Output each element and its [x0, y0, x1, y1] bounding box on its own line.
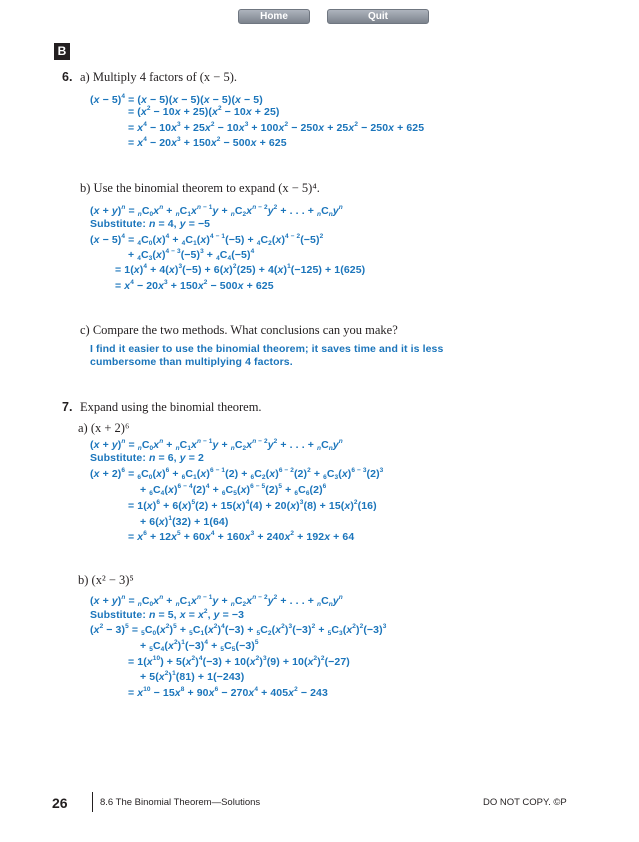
- q7b-answer-line-4: + $5(x^2)^1(81) + 1(-243)$: [140, 670, 245, 683]
- question-7b-prompt: b) (x² − 3)⁵: [78, 573, 134, 587]
- question-6b-prompt: b) Use the binomial theorem to expand (x − 5)⁴.: [80, 181, 320, 195]
- footer-title: 8.6 The Binomial Theorem—Solutions: [100, 797, 261, 808]
- q6b-answer-line-3: = $1(x)^4 + 4(x)^3(-5) + 6(x)^2(25) + 4(x)^1(-125) + 1(625)$: [115, 263, 366, 276]
- q6a-answer-line-4: = $x^4 - 20x^3 + 150x^2 - 500x + 625$: [128, 136, 287, 149]
- page-number: 26: [52, 795, 68, 811]
- q6a-answer-line-1: $(x - 5)^4 = (x - 5)(x - 5)(x - 5)(x - 5)$: [90, 93, 263, 106]
- q6b-answer-substitute: Substitute: n = 4, y = −5: [90, 218, 211, 230]
- home-button[interactable]: Home: [238, 9, 310, 24]
- question-6a-prompt: a) Multiply 4 factors of (x − 5).: [80, 70, 238, 84]
- footer-divider: [92, 792, 93, 812]
- q7a-answer-substitute: Substitute: n = 6, y = 2: [90, 452, 204, 464]
- section-badge: B: [54, 43, 70, 60]
- q6a-answer-line-3: = $x^4 - 10x^3 + 25x^2 - 10x^3 + 100x^2 - 250x + 25x^2 - 250x + 625$: [128, 121, 425, 134]
- q6b-answer-line-4: = $x^4 - 20x^3 + 150x^2 - 500x + 625$: [115, 279, 274, 292]
- question-7-prompt: Expand using the binomial theorem.: [80, 400, 262, 414]
- q7a-answer-line-2: + $_6C_4(x)^{6 - 4}(2)^4 + _6C_5(x)^{6 - 5}(2)^5 + _6C_6(2)^6$: [140, 483, 327, 497]
- quit-button[interactable]: Quit: [327, 9, 429, 24]
- question-7-number: 7.: [62, 400, 73, 414]
- question-7a-prompt: a) (x + 2)⁶: [78, 421, 130, 435]
- q6c-answer-line-1: I find it easier to use the binomial theorem; it saves time and it is less: [90, 343, 444, 355]
- q6a-answer-line-2: = $(x^2 - 10x + 25)(x^2 - 10x + 25)$: [128, 105, 280, 118]
- question-6c-prompt: c) Compare the two methods. What conclusions can you make?: [80, 323, 398, 337]
- q7b-answer-line-5: = $x^{10} - 15x^8 + 90x^6 - 270x^4 + 405x^2 - 243$: [128, 686, 328, 699]
- q7b-answer-formula: $(x + y)^n = _nC_0x^n + _nC_1x^{n - 1}y + _nC_2x^{n - 2}y^2$ + . . . + $_nC_ny^n$: [90, 594, 343, 608]
- q7b-answer-line-3: = $1(x^{10}) + 5(x^2)^4(-3) + 10(x^2)^3(9) + 10(x^2)^2(-27)$: [128, 655, 350, 668]
- q7b-answer-line-2: + $_5C_4(x^2)^1(-3)^4 + _5C_5(-3)^5$: [140, 639, 259, 653]
- question-6-number: 6.: [62, 70, 73, 84]
- q7b-answer-line-1: $(x^2 - 3)^5 = _5C_0(x^2)^5 + _5C_1(x^2)^4(-3) + _5C_2(x^2)^3(-3)^2 + _5C_3(x^2)^2(-3)^3$: [90, 623, 387, 637]
- q6b-answer-formula: $(x + y)^n = _nC_0x^n + _nC_1x^{n - 1}y + _nC_2x^{n - 2}y^2$ + . . . + $_nC_ny^n$: [90, 204, 343, 218]
- q7a-answer-formula: $(x + y)^n = _nC_0x^n + _nC_1x^{n - 1}y + _nC_2x^{n - 2}y^2$ + . . . + $_nC_ny^n$: [90, 438, 343, 452]
- footer-copyright: DO NOT COPY. ©P: [483, 797, 567, 808]
- q6b-answer-line-1: $(x - 5)^4 = _4C_0(x)^4 + _4C_1(x)^{4 - 1}(-5) + _4C_2(x)^{4 - 2}(-5)^2$: [90, 233, 324, 247]
- q7b-answer-substitute: Substitute: n = 5, $x = x^2$, y = −3: [90, 608, 245, 621]
- q7a-answer-line-3: = $1(x)^6 + 6(x)^5(2) + 15(x)^4(4) + 20(x)^3(8) + 15(x)^2(16)$: [128, 499, 377, 512]
- q7a-answer-line-4: + $6(x)^1(32) + 1(64)$: [140, 515, 229, 528]
- q7a-answer-line-5: = $x^6 + 12x^5 + 60x^4 + 160x^3 + 240x^2 + 192x + 64$: [128, 530, 355, 543]
- q6c-answer-line-2: cumbersome than multiplying 4 factors.: [90, 356, 293, 368]
- q6b-answer-line-2: + $_4C_3(x)^{4 - 3}(-5)^3 + _4C_4(-5)^4$: [128, 248, 255, 262]
- q7a-answer-line-1: $(x + 2)^6 = _6C_0(x)^6 + _6C_1(x)^{6 - 1}(2) + _6C_2(x)^{6 - 2}(2)^2 + _6C_3(x)^{6 - 3}(2)^3$: [90, 467, 384, 481]
